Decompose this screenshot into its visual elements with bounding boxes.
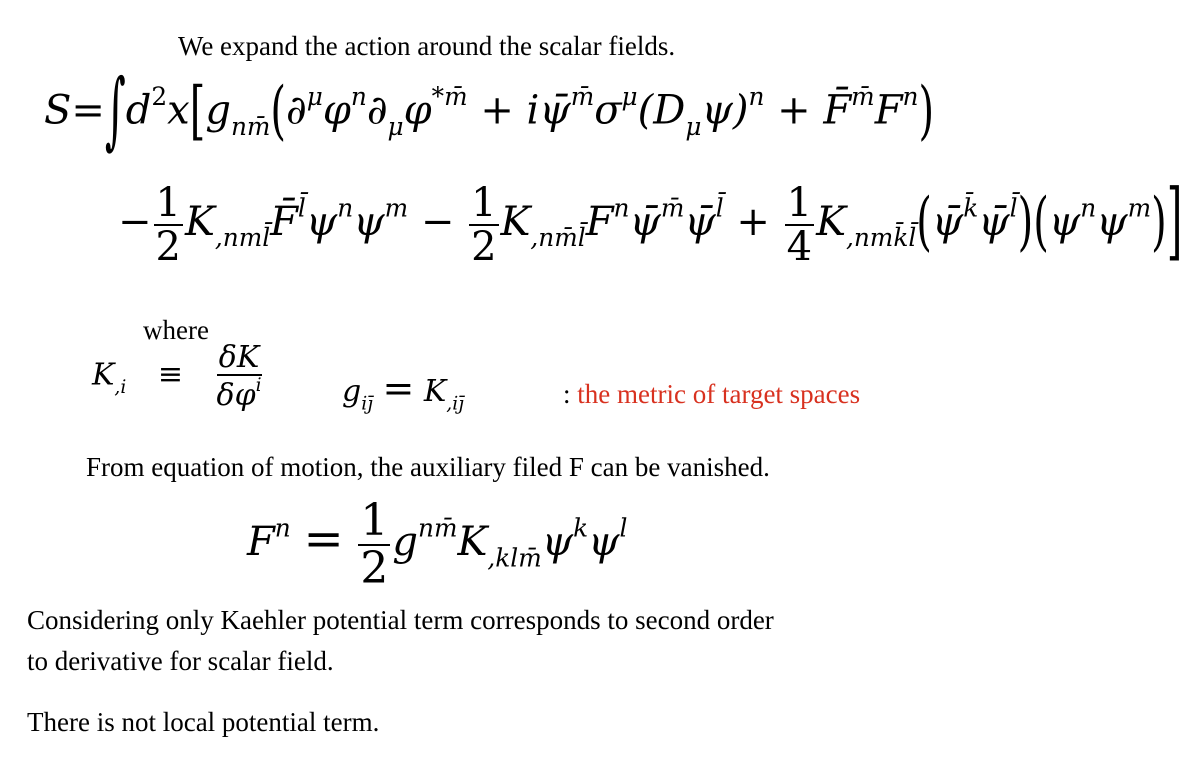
half-fraction: $\frac{1}{2}$ [155, 180, 181, 270]
pair2-close: ) [1151, 185, 1167, 259]
bracket-open: [ [189, 73, 206, 148]
k-symbol-3: K [457, 519, 488, 566]
pair1-close: ) [1017, 185, 1034, 259]
half-fraction-f: $\frac{1}{2}$ [360, 495, 389, 595]
g-symbol: g [342, 374, 362, 409]
sigma-matrix: σ [594, 87, 622, 134]
kahler-k: K [184, 199, 215, 245]
intro-text: We expand the action around the scalar fields. [178, 31, 676, 61]
psi-bar: ψ̄ [539, 87, 571, 134]
plus-sign-2: + [777, 87, 811, 134]
k-derivative-definition [92, 342, 264, 411]
covariant-index: μ [685, 111, 702, 141]
psi-l-index: l [619, 513, 628, 543]
kaehler-line-1: Considering only Kaehler potential term corresponds to second order [27, 605, 774, 635]
mu-lower: μ [387, 111, 404, 141]
psi-bar-l2-index: l̄ [1009, 193, 1018, 223]
partial-lower: ∂ [366, 87, 388, 134]
equiv-sign: ≡ [157, 357, 183, 393]
covariant-derivative: (D [637, 87, 686, 134]
psi-bar-index: m̄ [570, 82, 595, 111]
kahler-index-3: ,nmk̄l̄ [845, 223, 917, 253]
psi-field: ψ) [701, 87, 749, 134]
kahler-k-3: K [816, 199, 846, 245]
metric-index: nm̄ [230, 111, 271, 141]
mu-upper: μ [306, 82, 323, 111]
psi-n-2-index: n [1080, 193, 1097, 223]
auxiliary-field-solution [247, 495, 628, 595]
kahler-k-2: K [500, 199, 531, 245]
k-symbol: K [92, 357, 115, 393]
measure-x: x [167, 87, 190, 134]
equals-f: = [303, 511, 344, 568]
k-index: ,i [114, 376, 127, 398]
psi-bar-k: ψ̄ [931, 199, 964, 245]
psi-n: ψ [305, 199, 338, 245]
aux-f-bar: F̄ [270, 199, 298, 245]
action-symbol: S [44, 87, 72, 134]
g-index: ij̄ [361, 393, 373, 415]
metric-caption [563, 378, 860, 410]
metric-colon: : [563, 379, 571, 409]
auxiliary-f-index: n [902, 82, 919, 111]
psi-n-index: n [337, 193, 354, 223]
action-equation-line2 [118, 173, 1182, 271]
pair2-open: ( [1033, 185, 1049, 259]
psi-bar-m-index: m̄ [660, 193, 685, 223]
psi-bar-m: ψ̄ [629, 199, 661, 245]
metric-g: g [205, 87, 231, 134]
kahler-index: ,nml̄ [214, 223, 271, 253]
psi-m: ψ [353, 199, 385, 245]
half-fraction-2: $\frac{1}{2}$ [471, 180, 497, 270]
aux-f-2-index: n [613, 193, 630, 223]
auxiliary-f: F [874, 87, 903, 134]
kaehler-line-2: to derivative for scalar field. [27, 646, 334, 676]
k-index-2: ,ij̄ [446, 393, 464, 415]
psi-index-n: n [748, 82, 765, 111]
psi-m-index: m [384, 193, 409, 223]
where-label: where [143, 315, 209, 345]
auxiliary-f-bar: F̄ [823, 87, 852, 134]
eom-text: From equation of motion, the auxiliary filed F can be vanished. [86, 452, 770, 482]
psi-l: ψ [588, 519, 620, 566]
action-equation-line1 [44, 62, 935, 159]
phi-star-index: *m̄ [431, 82, 468, 111]
f-index: n [274, 513, 291, 543]
psi-bar-l-index: l̄ [715, 193, 724, 223]
psi-k: ψ [541, 519, 574, 566]
g-inverse: g [392, 519, 419, 566]
psi-n-2: ψ [1048, 199, 1081, 245]
derivative-fraction: $\frac{\delta K}{\delta\varphi^i}$ [216, 340, 262, 413]
pair1-open: ( [916, 185, 932, 259]
aux-f-bar-index: l̄ [297, 193, 306, 223]
phi-star-field: φ [403, 87, 432, 134]
k-index-3: ,klm̄ [487, 543, 542, 573]
metric-label: the metric of target spaces [577, 379, 861, 409]
psi-bar-l: ψ̄ [684, 199, 716, 245]
measure-exponent: 2 [151, 82, 168, 111]
plus-sign-3: + [736, 199, 770, 245]
kahler-index-2: ,nm̄l̄ [530, 223, 586, 253]
psi-bar-l2: ψ̄ [978, 199, 1010, 245]
no-local-potential: There is not local potential term. [27, 707, 380, 737]
psi-m-2-index: m [1127, 193, 1152, 223]
equals-sign: = [71, 87, 105, 134]
g-inverse-index: nm̄ [418, 513, 458, 543]
metric-definition [342, 366, 464, 414]
aux-f-2: F [585, 199, 614, 245]
bracket-close: ] [1166, 173, 1182, 271]
phi-index-n: n [350, 82, 367, 111]
paren-open: ( [270, 73, 287, 148]
psi-k-index: k [573, 513, 589, 543]
psi-bar-k-index: k̄ [963, 193, 979, 223]
measure-d: d [125, 87, 152, 134]
minus-sign-2: − [420, 199, 455, 245]
integral-sign: ∫ [104, 62, 126, 159]
minus-sign: − [118, 199, 152, 245]
k-symbol-2: K [423, 374, 447, 409]
sigma-index: μ [621, 82, 638, 111]
partial-upper: ∂ [286, 87, 307, 134]
paren-close: ) [918, 73, 935, 148]
quarter-fraction: $\frac{1}{4}$ [786, 180, 813, 270]
plus-sign: + [480, 87, 514, 134]
phi-field: φ [322, 87, 351, 134]
f-symbol: F [247, 519, 275, 566]
psi-m-2: ψ [1096, 199, 1128, 245]
imaginary-i: i [526, 87, 540, 134]
equals-metric: = [382, 366, 415, 410]
auxiliary-f-bar-index: m̄ [851, 82, 875, 111]
